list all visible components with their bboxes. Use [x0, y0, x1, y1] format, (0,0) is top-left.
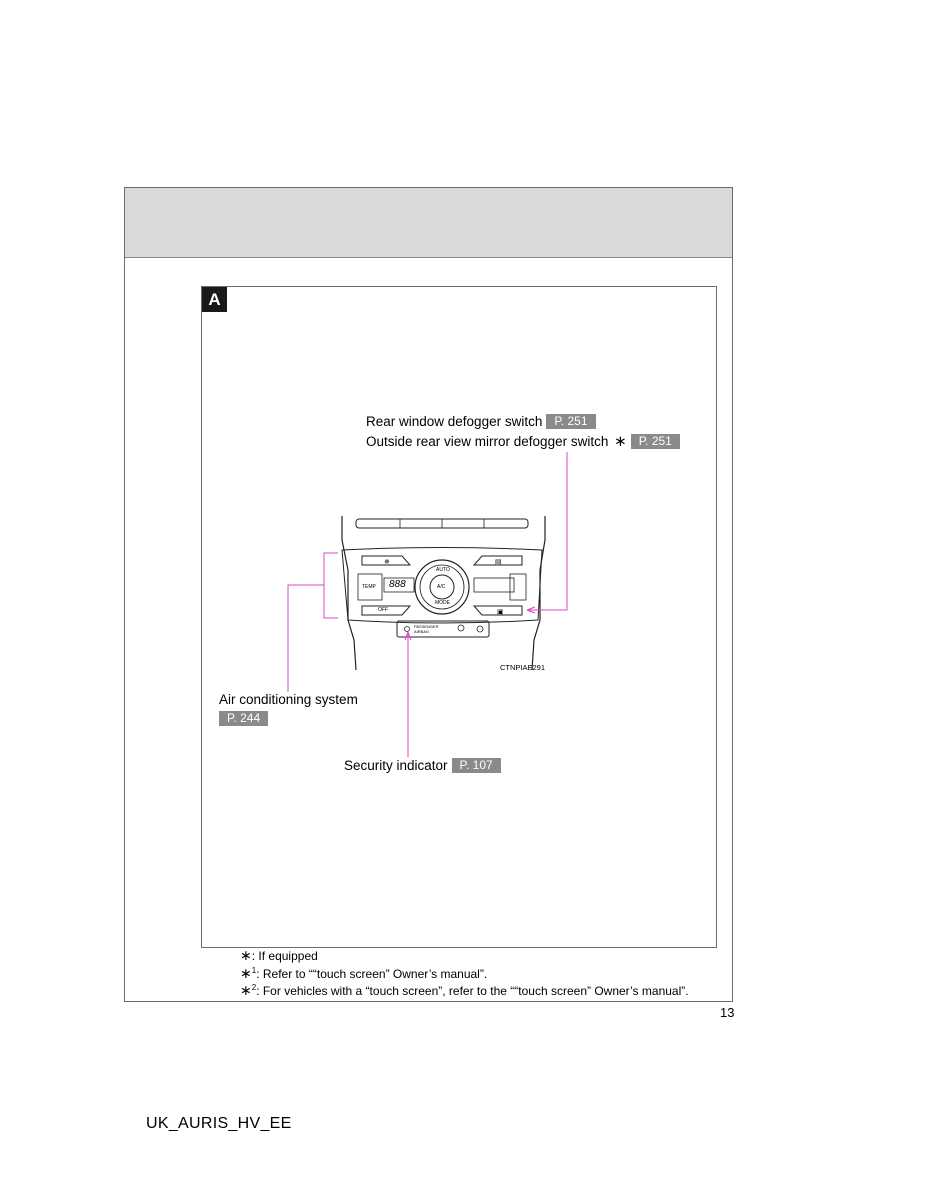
footnote-2 — [240, 964, 487, 981]
display-readout: 888 — [389, 579, 406, 590]
security-page-ref[interactable]: P. 107 — [452, 758, 501, 773]
document-id: UK_AURIS_HV_EE — [146, 1115, 292, 1132]
footnote-sup: 2 — [251, 983, 257, 992]
footnote-3 — [240, 981, 689, 998]
footnote-marker: ∗ — [240, 982, 252, 998]
air-conditioning-label: Air conditioning system — [219, 692, 358, 707]
mirror-defogger-label: Outside rear view mirror defogger switch — [366, 434, 609, 449]
page-number: 13 — [720, 1005, 735, 1020]
section-tag: A — [202, 287, 227, 312]
footnote-1 — [240, 948, 318, 963]
air-conditioning-page-ref[interactable]: P. 244 — [219, 711, 268, 726]
mirror-defogger-callout — [366, 433, 680, 451]
rear-defogger-callout — [366, 413, 596, 431]
footnote-text: : If equipped — [251, 949, 318, 963]
passenger-airbag-label: PASSENGER AIRBAG — [414, 624, 439, 634]
dial-ac-label: A/C — [437, 584, 446, 590]
illustration-code: CTNPIAE291 — [500, 663, 546, 672]
air-conditioning-callout — [219, 691, 358, 728]
svg-text:▣: ▣ — [497, 608, 504, 616]
dial-auto-label: AUTO — [436, 567, 450, 573]
footnote-sup: 1 — [251, 966, 257, 975]
security-callout — [344, 757, 501, 775]
rear-defogger-label: Rear window defogger switch — [366, 414, 543, 429]
footnote-text: : For vehicles with a “touch screen”, refer to the ““touch screen” Owner’s manual”. — [256, 984, 689, 998]
security-label: Security indicator — [344, 758, 448, 773]
temp-label: TEMP — [362, 584, 376, 590]
if-equipped-marker: ∗ — [614, 433, 627, 450]
footnote-text: : Refer to ““touch screen” Owner’s manual”. — [256, 967, 488, 981]
off-label: OFF — [378, 607, 388, 613]
dial-mode-label: MODE — [435, 600, 450, 606]
footnote-marker: ∗ — [240, 947, 252, 963]
rear-defogger-page-ref[interactable]: P. 251 — [546, 414, 595, 429]
footnote-marker: ∗ — [240, 965, 252, 981]
svg-text:✵: ✵ — [384, 558, 390, 566]
mirror-defogger-page-ref[interactable]: P. 251 — [631, 434, 680, 449]
svg-text:▤: ▤ — [495, 558, 502, 566]
